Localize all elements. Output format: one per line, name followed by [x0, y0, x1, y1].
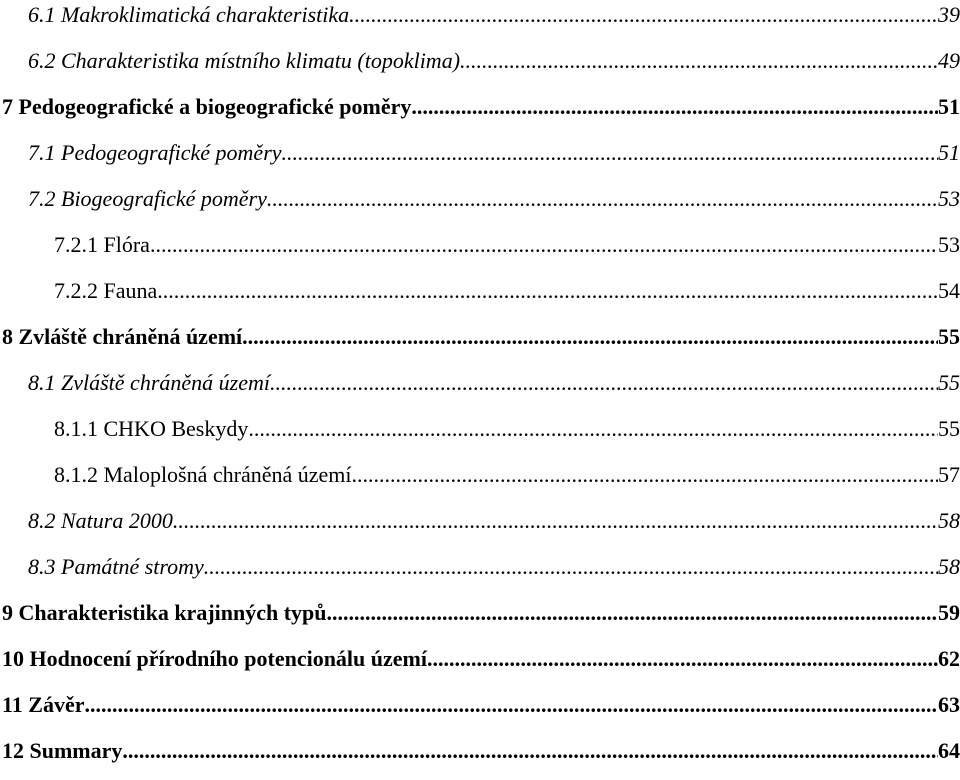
toc-dot-leader: [427, 644, 938, 674]
toc-dot-leader: [282, 138, 938, 168]
toc-page-number: 51: [938, 94, 960, 119]
toc-dot-leader: [248, 414, 938, 444]
toc-entry-11[interactable]: [2, 690, 960, 720]
toc-entry-title: 7.2 Biogeografické poměry: [28, 186, 267, 211]
toc-page-number: 49: [938, 48, 960, 73]
toc-page-number: 59: [938, 600, 960, 625]
toc-dot-leader: [204, 552, 938, 582]
toc-page-number: 54: [938, 278, 960, 303]
toc-dot-leader: [327, 598, 938, 628]
toc-page-number: 39: [938, 2, 960, 27]
toc-dot-leader: [173, 506, 938, 536]
toc-entry-title: 8.2 Natura 2000: [28, 508, 173, 533]
toc-entry-title: 9 Charakteristika krajinných typů: [2, 600, 327, 625]
toc-entry-title: 7.1 Pedogeografické poměry: [28, 140, 282, 165]
toc-entry-7[interactable]: [2, 92, 960, 122]
toc-dot-leader: [122, 736, 938, 766]
toc-dot-leader: [270, 368, 938, 398]
toc-dot-leader: [267, 184, 938, 214]
toc-entry-title: 11 Závěr: [2, 692, 85, 717]
toc-entry-title: 8.3 Památné stromy: [28, 554, 204, 579]
toc-page-number: 53: [938, 186, 960, 211]
toc-entry-title: 6.1 Makroklimatická charakteristika: [28, 2, 350, 27]
toc-entry-title: 7.2.1 Flóra: [54, 232, 150, 257]
toc-dot-leader: [349, 0, 938, 30]
toc-entry-8[interactable]: [2, 322, 960, 352]
toc-page-number: 58: [938, 554, 960, 579]
toc-dot-leader: [352, 460, 938, 490]
toc-dot-leader: [85, 690, 939, 720]
toc-page-number: 64: [938, 738, 960, 763]
toc-entry-title: 6.2 Charakteristika místního klimatu (topoklima): [28, 48, 461, 73]
toc-entry-title: 7.2.2 Fauna: [54, 278, 158, 303]
toc-entry-8-2[interactable]: [28, 506, 960, 536]
toc-entry-8-1-1[interactable]: [54, 414, 960, 444]
toc-entry-6-2[interactable]: [28, 46, 960, 76]
toc-dot-leader: [157, 276, 938, 306]
toc-page-number: 51: [938, 140, 960, 165]
toc-entry-9[interactable]: [2, 598, 960, 628]
toc-page-number: 57: [938, 462, 960, 487]
toc-page-number: 62: [938, 646, 960, 671]
toc-entry-title: 7 Pedogeografické a biogeografické poměry: [2, 94, 412, 119]
toc-entry-7-2-2[interactable]: [54, 276, 960, 306]
toc-entry-8-1[interactable]: [28, 368, 960, 398]
toc-page-number: 55: [938, 416, 960, 441]
toc-dot-leader: [411, 92, 938, 122]
toc-entry-8-1-2[interactable]: [54, 460, 960, 490]
toc-entry-7-2[interactable]: [28, 184, 960, 214]
toc-entry-title: 8.1.2 Maloplošná chráněná území: [54, 462, 352, 487]
toc-page-number: 55: [938, 370, 960, 395]
toc-entry-12[interactable]: [2, 736, 960, 766]
toc-page-number: 55: [938, 324, 960, 349]
toc-entry-10[interactable]: [2, 644, 960, 674]
toc-entry-title: 10 Hodnocení přírodního potencionálu území: [2, 646, 427, 671]
toc-entry-title: 8.1 Zvláště chráněná území: [28, 370, 270, 395]
toc-entry-7-2-1[interactable]: [54, 230, 960, 260]
toc-dot-leader: [150, 230, 938, 260]
toc-entry-title: 8.1.1 CHKO Beskydy: [54, 416, 249, 441]
toc-dot-leader: [460, 46, 938, 76]
toc-entry-title: 8 Zvláště chráněná území: [2, 324, 243, 349]
toc-dot-leader: [242, 322, 938, 352]
toc-entry-7-1[interactable]: [28, 138, 960, 168]
toc-entry-8-3[interactable]: [28, 552, 960, 582]
toc-page-number: 58: [938, 508, 960, 533]
toc-entry-title: 12 Summary: [2, 738, 123, 763]
toc-entry-6-1[interactable]: [28, 0, 960, 30]
toc-page-number: 63: [938, 692, 960, 717]
toc-page-number: 53: [938, 232, 960, 257]
